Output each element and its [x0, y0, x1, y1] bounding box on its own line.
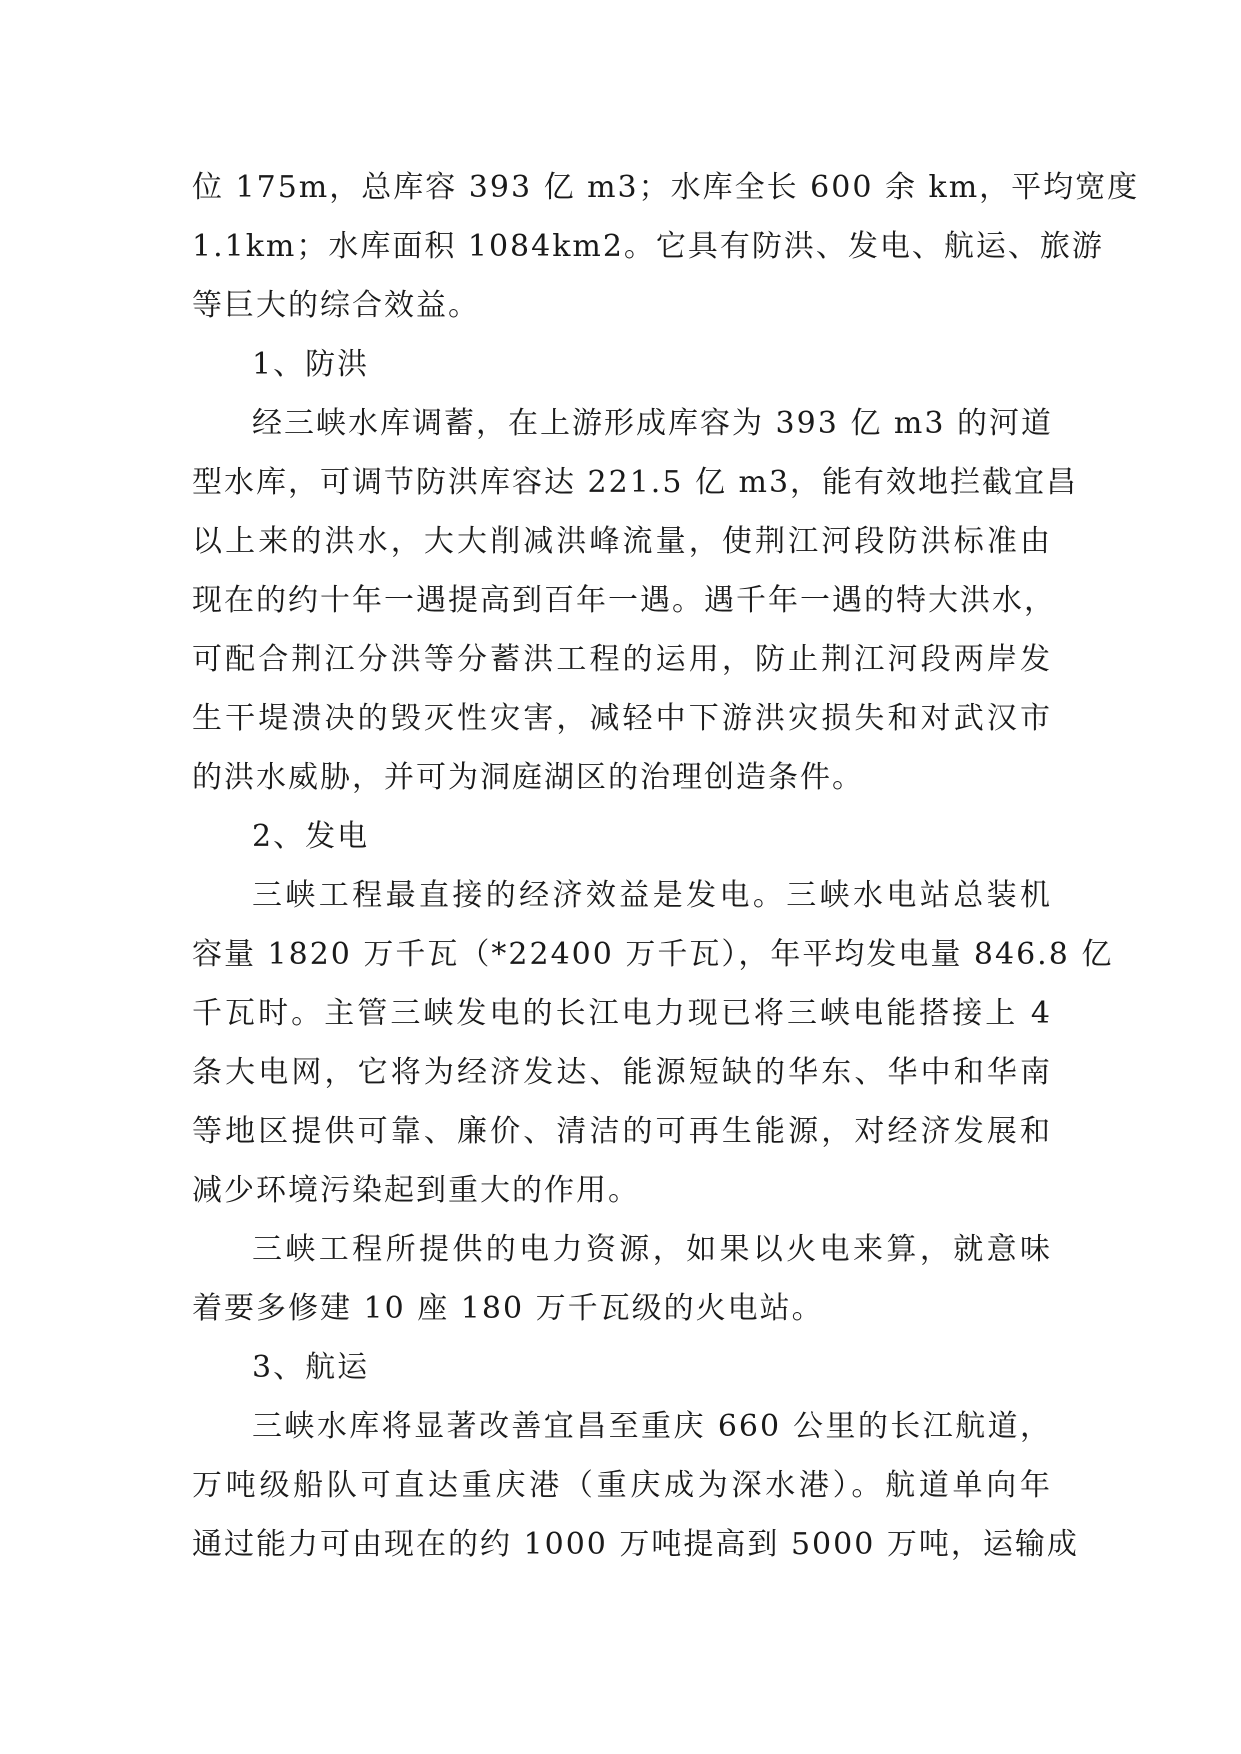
text-line: 的洪水威胁，并可为洞庭湖区的治理创造条件。 [192, 760, 864, 795]
section-heading-power-generation: 2、发电 [252, 819, 370, 854]
document-body [192, 158, 1140, 1574]
text-line: 千瓦时。主管三峡发电的长江电力现已将三峡电能搭接上 4 [192, 996, 1052, 1031]
section-heading-flood-control: 1、防洪 [252, 347, 370, 382]
text-line: 1.1km；水库面积 1084km2。它具有防洪、发电、航运、旅游 [192, 229, 1104, 264]
text-line: 容量 1820 万千瓦（*22400 万千瓦），年平均发电量 846.8 亿 [192, 937, 1114, 972]
text-line: 等地区提供可靠、廉价、清洁的可再生能源，对经济发展和 [192, 1114, 1052, 1149]
text-line: 减少环境污染起到重大的作用。 [192, 1173, 640, 1208]
text-line: 万吨级船队可直达重庆港（重庆成为深水港）。航道单向年 [192, 1468, 1052, 1503]
text-line: 以上来的洪水，大大削减洪峰流量，使荆江河段防洪标准由 [192, 524, 1052, 559]
text-line: 可配合荆江分洪等分蓄洪工程的运用，防止荆江河段两岸发 [192, 642, 1052, 677]
text-line: 位 175m，总库容 393 亿 m3；水库全长 600 余 km，平均宽度 [192, 170, 1140, 205]
text-line: 生干堤溃决的毁灭性灾害，减轻中下游洪灾损失和对武汉市 [192, 701, 1052, 736]
text-line: 三峡水库将显著改善宜昌至重庆 660 公里的长江航道， [252, 1409, 1052, 1444]
text-line: 型水库，可调节防洪库容达 221.5 亿 m3，能有效地拦截宜昌 [192, 465, 1079, 500]
text-line: 三峡工程最直接的经济效益是发电。三峡水电站总装机 [252, 878, 1052, 913]
text-line: 着要多修建 10 座 180 万千瓦级的火电站。 [192, 1291, 824, 1326]
text-line: 经三峡水库调蓄，在上游形成库容为 393 亿 m3 的河道 [252, 406, 1053, 441]
text-line: 条大电网，它将为经济发达、能源短缺的华东、华中和华南 [192, 1055, 1052, 1090]
text-line: 等巨大的综合效益。 [192, 288, 480, 323]
text-line: 现在的约十年一遇提高到百年一遇。遇千年一遇的特大洪水， [192, 583, 1056, 618]
text-line: 三峡工程所提供的电力资源，如果以火电来算，就意味 [252, 1232, 1052, 1267]
section-heading-navigation: 3、航运 [252, 1350, 370, 1385]
text-line: 通过能力可由现在的约 1000 万吨提高到 5000 万吨，运输成 [192, 1527, 1079, 1562]
